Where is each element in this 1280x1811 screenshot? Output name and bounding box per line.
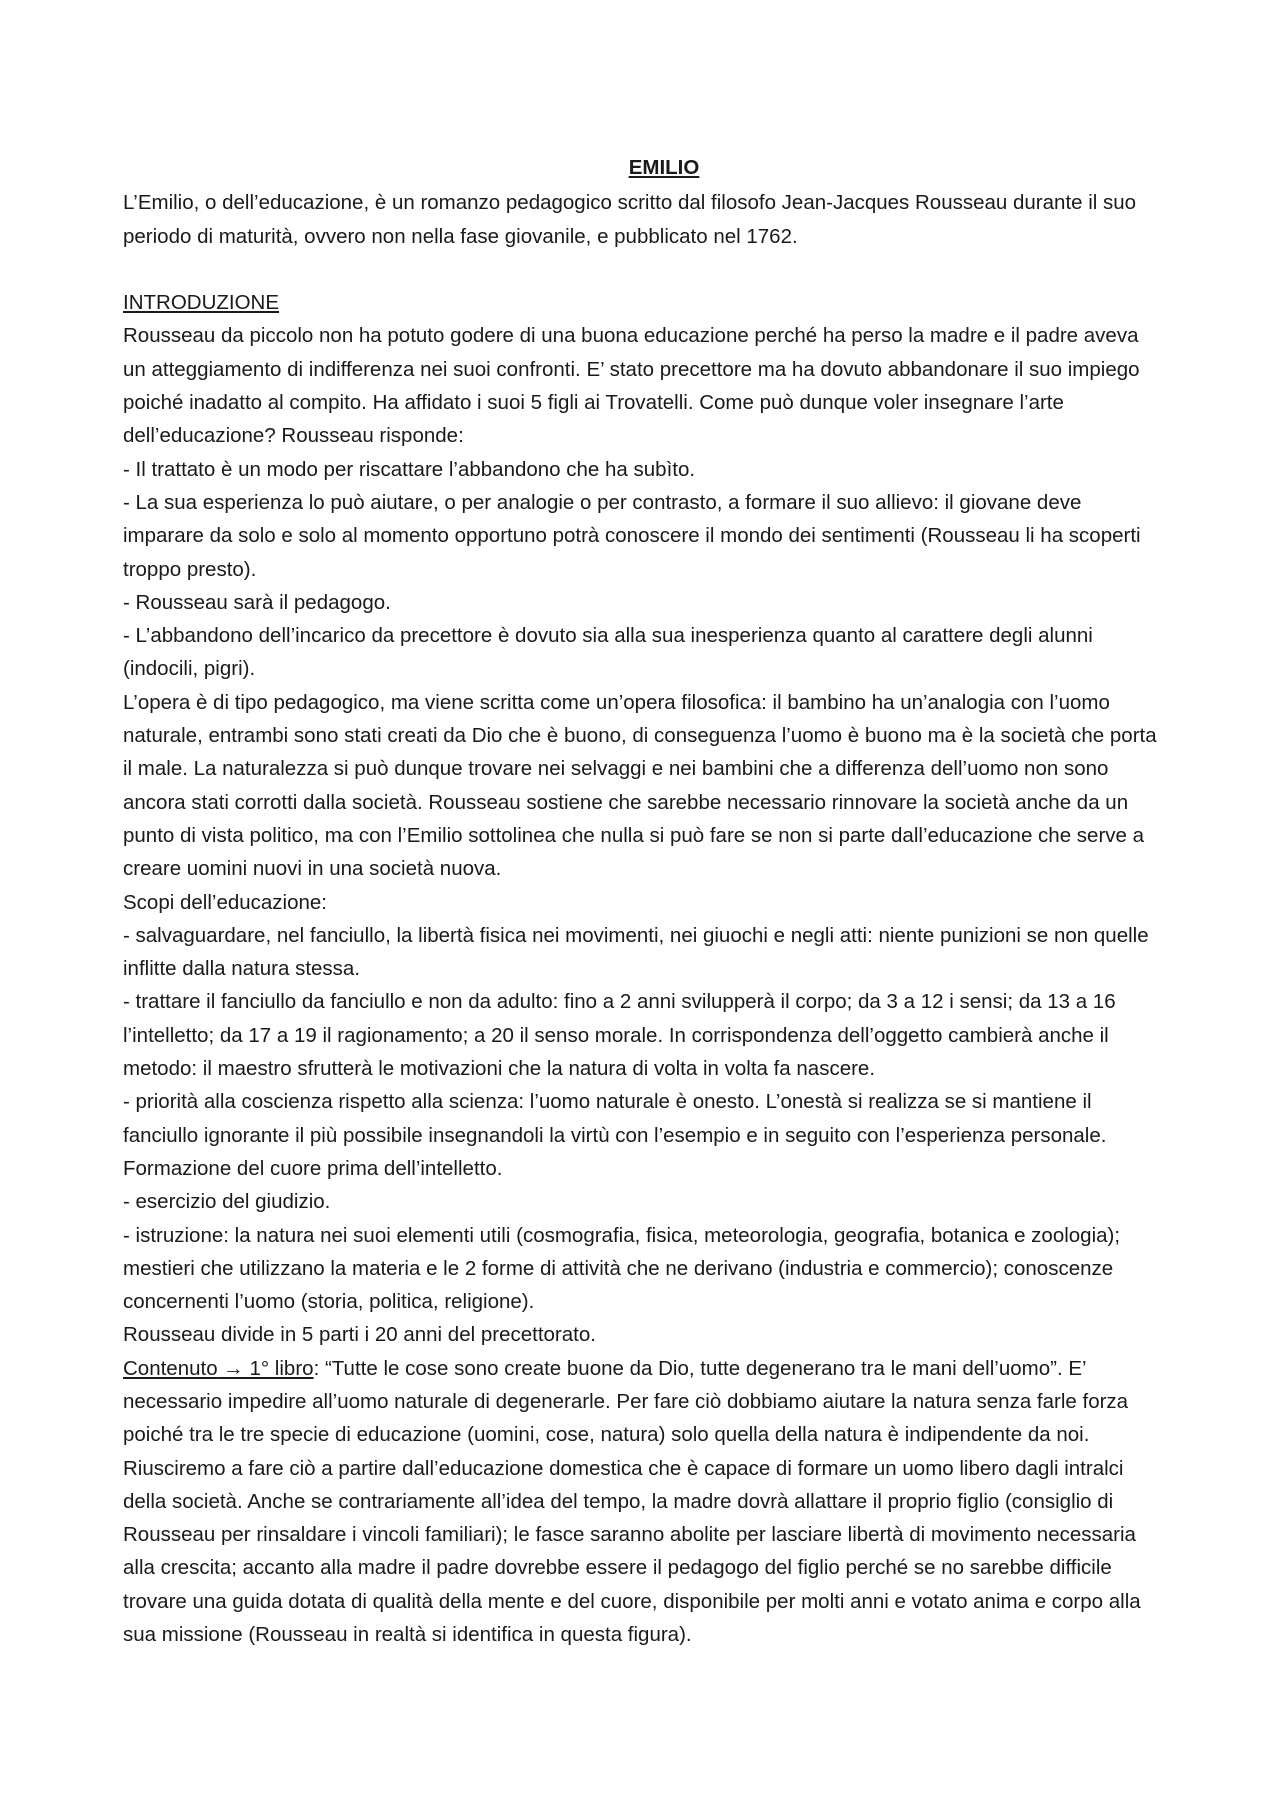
arrow-icon: →: [217, 1356, 250, 1380]
contenuto-text: “Tutte le cose sono create buone da Dio, tutte degenerano tra le mani dell’uomo”. E’ necessario impedire all’uomo naturale di degenerarle. Per fare ciò dobbiamo aiutare la natura senza farle forza poiché tra le tre specie di educazione (uomini, cose, natura) solo quella della natura è indipendente da noi. Riusciremo a fare ciò a partire dall’educazione domestica che è capace di formare un uomo libero dagli intralci della società. Anche se contrariamente all’idea del tempo, la madre dovrà allattare il proprio figlio (consiglio di Rousseau per rinsaldare i vincoli familiari); le fasce saranno abolite per lasciare libertà di movimento necessaria alla crescita; accanto alla madre il padre dovrebbe essere il pedagogo del figlio perché se no sarebbe difficile trovare una guida dotata di qualità della mente e del cuore, disponibile per molti anni e votato anima e corpo alla sua missione (Rousseau in realtà si identifica in questa figura).: [123, 1356, 1141, 1647]
list-item: - L’abbandono dell’incarico da precettore è dovuto sia alla sua inesperienza quanto al carattere degli alunni (indocili, pigri).: [123, 624, 1093, 681]
paragraph: L’opera è di tipo pedagogico, ma viene scritta come un’opera filosofica: il bambino ha un’analogia con l’uomo naturale, entrambi sono stati creati da Dio che è buono, di conseguenza l’uomo è buono ma è la società che porta il male. La naturalezza si può dunque trovare nei selvaggi e nei bambini che a differenza dell’uomo non sono ancora stati corrotti dalla società. Rousseau sostiene che sarebbe necessario rinnovare la società anche da un punto di vista politico, ma con l’Emilio sottolinea che nulla si può fare se non si parte dall’educazione che serve a creare uomini nuovi in una società nuova.: [123, 690, 1157, 881]
list-item: - Rousseau sarà il pedagogo.: [123, 590, 391, 614]
list-item: - istruzione: la natura nei suoi elementi utili (cosmografia, fisica, meteorologia, geografia, botanica e zoologia); mestieri che utilizzano la materia e le 2 forme di attività che ne derivano (industria e commercio); conoscenze concernenti l’uomo (storia, politica, religione).: [123, 1223, 1121, 1314]
list-item: - priorità alla coscienza rispetto alla scienza: l’uomo naturale è onesto. L’onestà si realizza se si mantiene il fanciullo ignorante il più possibile insegnandoli la virtù con l’esempio e in seguito con l’esperienza personale. Formazione del cuore prima dell’intelletto.: [123, 1090, 1107, 1180]
paragraph: Rousseau divide in 5 parti i 20 anni del precettorato.: [123, 1323, 596, 1347]
list-item: - Il trattato è un modo per riscattare l’abbandono che ha subìto.: [123, 457, 696, 481]
document-body: [123, 151, 1165, 1651]
list-item: - La sua esperienza lo può aiutare, o per analogie o per contrasto, a formare il suo allievo: il giovane deve imparare da solo e solo al momento opportuno potrà conoscere il mondo dei sentimenti (Rousseau li ha scoperti troppo presto).: [123, 490, 1141, 581]
blank-line: [123, 253, 1165, 286]
list-item: - salvaguardare, nel fanciullo, la libertà fisica nei movimenti, nei giuochi e negli atti: niente punizioni se non quelle inflitte dalla natura stessa.: [123, 923, 1149, 981]
section-heading-introduzione: INTRODUZIONE: [123, 291, 280, 315]
contenuto-paragraph: Contenuto → 1° libro: “Tutte le cose sono create buone da Dio, tutte degenerano tra le mani dell’uomo”. E’ necessario impedire all’uomo naturale di degenerarle. Per fare ciò dobbiamo aiutare la natura senza farle forza poiché tra le tre specie di educazione (uomini, cose, natura) solo quella della natura è indipendente da noi. Riusciremo a fare ciò a partire dall’educazione domestica che è capace di formare un uomo libero dagli intralci della società. Anche se contrariamente all’idea del tempo, la madre dovrà allattare il proprio figlio (consiglio di Rousseau per rinsaldare i vincoli familiari); le fasce saranno abolite per lasciare libertà di movimento necessaria alla crescita; accanto alla madre il padre dovrebbe essere il pedagogo del figlio perché se no sarebbe difficile trovare una guida dotata di qualità della mente e del cuore, disponibile per molti anni e votato anima e corpo alla sua missione (Rousseau in realtà si identifica in questa figura).: [123, 1356, 1141, 1647]
list-item: - esercizio del giudizio.: [123, 1190, 331, 1214]
contenuto-label: Contenuto → 1° libro: [123, 1356, 314, 1380]
list-item: - trattare il fanciullo da fanciullo e non da adulto: fino a 2 anni svilupperà il corpo; da 3 a 12 i sensi; da 13 a 16 l’intelletto; da 17 a 19 il ragionamento; a 20 il senso morale. In corrispondenza dell’oggetto cambierà anche il metodo: il maestro sfrutterà le motivazioni che la natura di volta in volta fa nascere.: [123, 990, 1116, 1081]
paragraph: Scopi dell’educazione:: [123, 890, 327, 914]
paragraph: Rousseau da piccolo non ha potuto godere di una buona educazione perché ha perso la madre e il padre aveva un atteggiamento di indifferenza nei suoi confronti. E’ stato precettore ma ha dovuto abbandonare il suo impiego poiché inadatto al compito. Ha affidato i suoi 5 figli ai Trovatelli. Come può dunque voler insegnare l’arte dell’educazione? Rousseau risponde:: [123, 324, 1140, 448]
document-title: EMILIO: [628, 156, 700, 179]
intro-paragraph: L’Emilio, o dell’educazione, è un romanzo pedagogico scritto dal filosofo Jean-Jacques Rousseau durante il suo periodo di maturità, ovvero non nella fase giovanile, e pubblicato nel 1762.: [123, 191, 1137, 248]
